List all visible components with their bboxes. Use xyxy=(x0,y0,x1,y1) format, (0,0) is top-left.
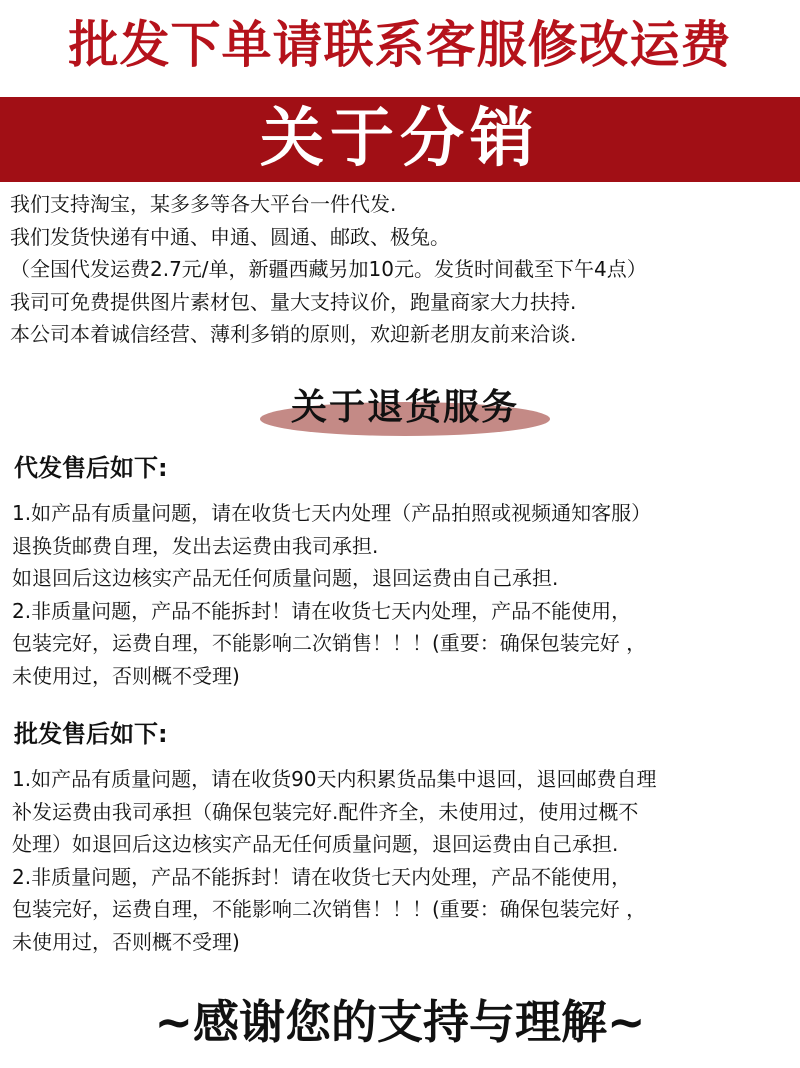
paragraph-line: 2.非质量问题，产品不能拆封！请在收货七天内处理，产品不能使用， xyxy=(12,864,632,889)
dropship-after-sales-heading: 代发售后如下: xyxy=(14,454,168,482)
paragraph-line: 2.非质量问题，产品不能拆封！请在收货七天内处理，产品不能使用， xyxy=(12,598,632,623)
paragraph-line: 1.如产品有质量问题，请在收货90天内积累货品集中退回，退回邮费自理 xyxy=(12,767,657,791)
paragraph-line: 1.如产品有质量问题，请在收货七天内处理（产品拍照或视频通知客服） xyxy=(12,501,652,525)
return-service-title-text: 关于退货服务 xyxy=(290,387,519,428)
paragraph-line: 包装完好，运费自理，不能影响二次销售！！！(重要：确保包装完好 ， xyxy=(12,897,647,922)
paragraph-line: 未使用过，否则概不受理) xyxy=(12,929,240,954)
intro-line: （全国代发运费2.7元/单，新疆西藏另加10元。发货时间截至下午4点） xyxy=(10,257,647,281)
intro-line: 我们发货快递有中通、申通、圆通、邮政、极兔。 xyxy=(10,224,450,249)
paragraph-line: 未使用过，否则概不受理) xyxy=(12,663,240,688)
intro-line: 我司可免费提供图片素材包、量大支持议价，跑量商家大力扶持. xyxy=(10,289,577,314)
top-banner: 批发下单请联系客服修改运费 xyxy=(68,16,732,74)
intro-line: 我们支持淘宝，某多多等各大平台一件代发. xyxy=(10,192,397,216)
paragraph-line: 补发运费由我司承担（确保包装完好.配件齐全，未使用过，使用过概不 xyxy=(12,799,639,824)
dropship-after-sales-body xyxy=(12,497,800,693)
intro-line: 本公司本着诚信经营、薄利多销的原则，欢迎新老朋友前来洽谈. xyxy=(10,322,577,346)
intro-block xyxy=(10,188,795,351)
wholesale-after-sales-body xyxy=(12,763,800,959)
return-service-title xyxy=(260,380,550,440)
distribution-header: 关于分销 xyxy=(0,97,800,182)
paragraph-line: 如退回后这边核实产品无任何质量问题，退回运费由自己承担. xyxy=(12,566,559,591)
paragraph-line: 处理）如退回后这边核实产品无任何质量问题，退回运费由自己承担. xyxy=(12,832,619,857)
footer-thanks: ~感谢您的支持与理解~ xyxy=(154,995,646,1049)
paragraph-line: 退换货邮费自理，发出去运费由我司承担. xyxy=(12,533,379,558)
wholesale-after-sales-heading: 批发售后如下: xyxy=(14,720,168,748)
paragraph-line: 包装完好，运费自理，不能影响二次销售！！！(重要：确保包装完好 ， xyxy=(12,631,647,656)
